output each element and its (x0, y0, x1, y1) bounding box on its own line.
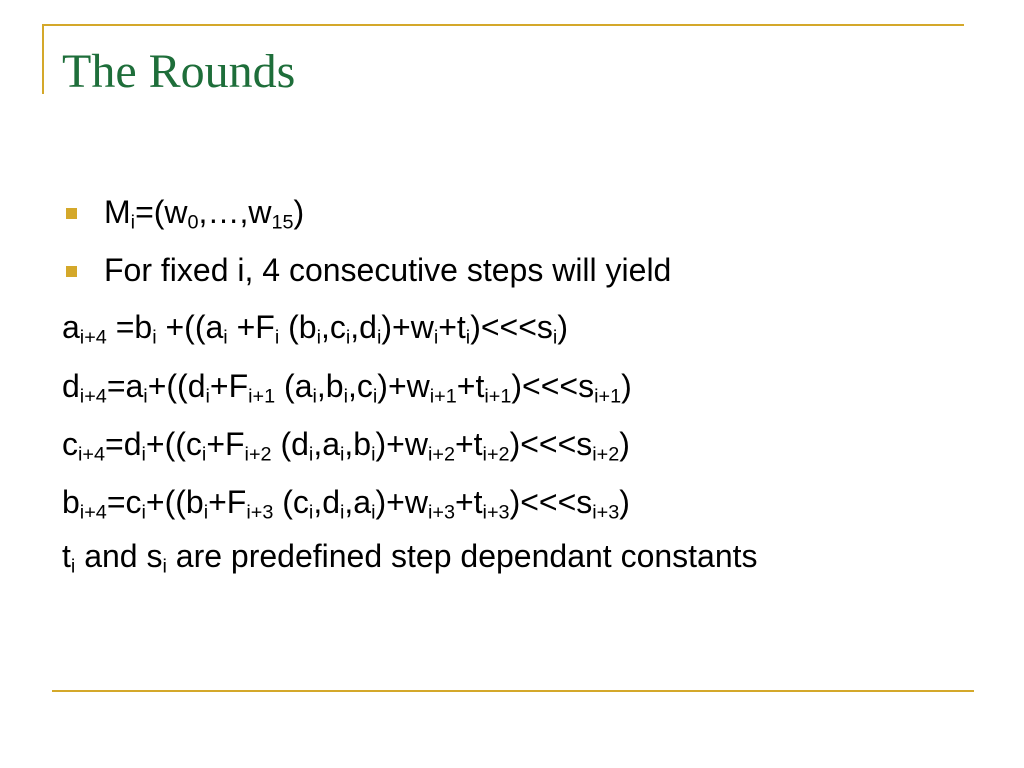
text-run: ) (621, 368, 632, 404)
text-run: d (62, 368, 80, 404)
text-run: ) (619, 484, 630, 520)
text-run: ,b (316, 368, 344, 404)
text-run: +t (454, 426, 483, 462)
subscript: i+2 (592, 443, 620, 466)
subscript: i (345, 326, 351, 349)
text-run: =c (106, 484, 142, 520)
text-run: (b (279, 309, 317, 345)
subscript: i+4 (78, 443, 106, 466)
subscript: i+2 (244, 443, 272, 466)
text-run: )<<<s (470, 309, 553, 345)
text-run: ,c (348, 368, 373, 404)
top-rule (42, 24, 964, 26)
text-run: For fixed i, 4 consecutive steps will yield (104, 252, 672, 288)
text-run: ) (557, 309, 568, 345)
text-run: )<<<s (509, 426, 593, 462)
text-run: =d (105, 426, 142, 462)
text-run: ,…,w (198, 194, 272, 230)
text-run: =b (106, 309, 153, 345)
square-bullet-icon (66, 208, 77, 219)
subscript: i+1 (484, 385, 512, 408)
text-run: M (104, 194, 131, 230)
bottom-rule (52, 690, 974, 692)
subscript: i (152, 326, 157, 349)
text-run: ) (293, 194, 305, 230)
text-run: )+w (381, 309, 434, 345)
subscript: i+3 (592, 501, 620, 524)
text-run: are predefined step dependant constants (166, 538, 758, 574)
text-run: (c (273, 484, 309, 520)
left-rule (42, 24, 44, 94)
text-run: =(w (135, 194, 188, 230)
text-run: )+w (377, 368, 430, 404)
subscript: i+1 (429, 385, 457, 408)
constants-note (62, 536, 758, 576)
text-run: )+w (375, 426, 428, 462)
equation-a (62, 307, 568, 347)
equation-c (62, 424, 630, 464)
subscript: i+2 (482, 443, 510, 466)
text-run: )<<<s (509, 484, 593, 520)
slide-title: The Rounds (62, 45, 296, 98)
text-run: and s (75, 538, 163, 574)
square-bullet-icon (66, 266, 77, 277)
subscript: i+3 (427, 501, 455, 524)
subscript: i (371, 501, 376, 524)
subscript: i (141, 443, 146, 466)
subscript: i (308, 443, 314, 466)
text-run: ) (619, 426, 630, 462)
text-run: ,a (344, 484, 372, 520)
subscript: i (433, 326, 439, 349)
text-run: +t (456, 368, 485, 404)
text-run: t (62, 538, 71, 574)
subscript: i (70, 555, 76, 578)
text-run: +((c (145, 426, 202, 462)
subscript: i (223, 326, 228, 349)
text-run: ,d (313, 484, 340, 520)
subscript: i (552, 326, 558, 349)
subscript: i+4 (79, 501, 107, 524)
text-run: (a (275, 368, 313, 404)
text-run: +F (206, 426, 245, 462)
subscript: i (312, 385, 317, 408)
text-run: =a (106, 368, 144, 404)
subscript: i (340, 443, 345, 466)
subscript: i (376, 326, 382, 349)
text-run: )<<<s (511, 368, 595, 404)
subscript: i (205, 385, 210, 408)
subscript: i+3 (246, 501, 274, 524)
subscript: i (340, 501, 345, 524)
text-run: +F (209, 368, 249, 404)
subscript: i (316, 326, 321, 349)
subscript: i (465, 326, 471, 349)
text-run: b (62, 484, 80, 520)
text-run: +((a (156, 309, 224, 345)
subscript: i (372, 385, 378, 408)
text-run: +t (454, 484, 483, 520)
subscript: i+4 (79, 385, 107, 408)
subscript: i (201, 443, 207, 466)
subscript: i+2 (427, 443, 455, 466)
text-run: +F (208, 484, 247, 520)
subscript: i (162, 555, 167, 578)
subscript: i (203, 501, 209, 524)
text-run: +t (438, 309, 466, 345)
text-run: )+w (375, 484, 428, 520)
subscript: 15 (271, 211, 294, 234)
subscript: i (343, 385, 348, 408)
subscript: i (371, 443, 376, 466)
subscript: i+1 (594, 385, 622, 408)
subscript: i+4 (79, 326, 107, 349)
subscript: i (130, 211, 136, 234)
subscript: i (141, 501, 146, 524)
bullet-message-words (104, 192, 304, 232)
subscript: i (308, 501, 314, 524)
text-run: +F (227, 309, 275, 345)
subscript: i (274, 326, 280, 349)
text-run: ,c (320, 309, 346, 345)
bullet-fixed-i-steps (104, 250, 671, 290)
equation-b (62, 482, 630, 522)
subscript: 0 (187, 211, 199, 234)
text-run: ,b (344, 426, 372, 462)
text-run: +((d (147, 368, 206, 404)
text-run: c (62, 426, 78, 462)
subscript: i+1 (248, 385, 276, 408)
text-run: ,d (350, 309, 377, 345)
text-run: ,a (313, 426, 340, 462)
equation-d (62, 366, 632, 406)
subscript: i (143, 385, 148, 408)
text-run: (d (271, 426, 309, 462)
text-run: +((b (145, 484, 204, 520)
subscript: i+3 (482, 501, 510, 524)
text-run: a (62, 309, 80, 345)
